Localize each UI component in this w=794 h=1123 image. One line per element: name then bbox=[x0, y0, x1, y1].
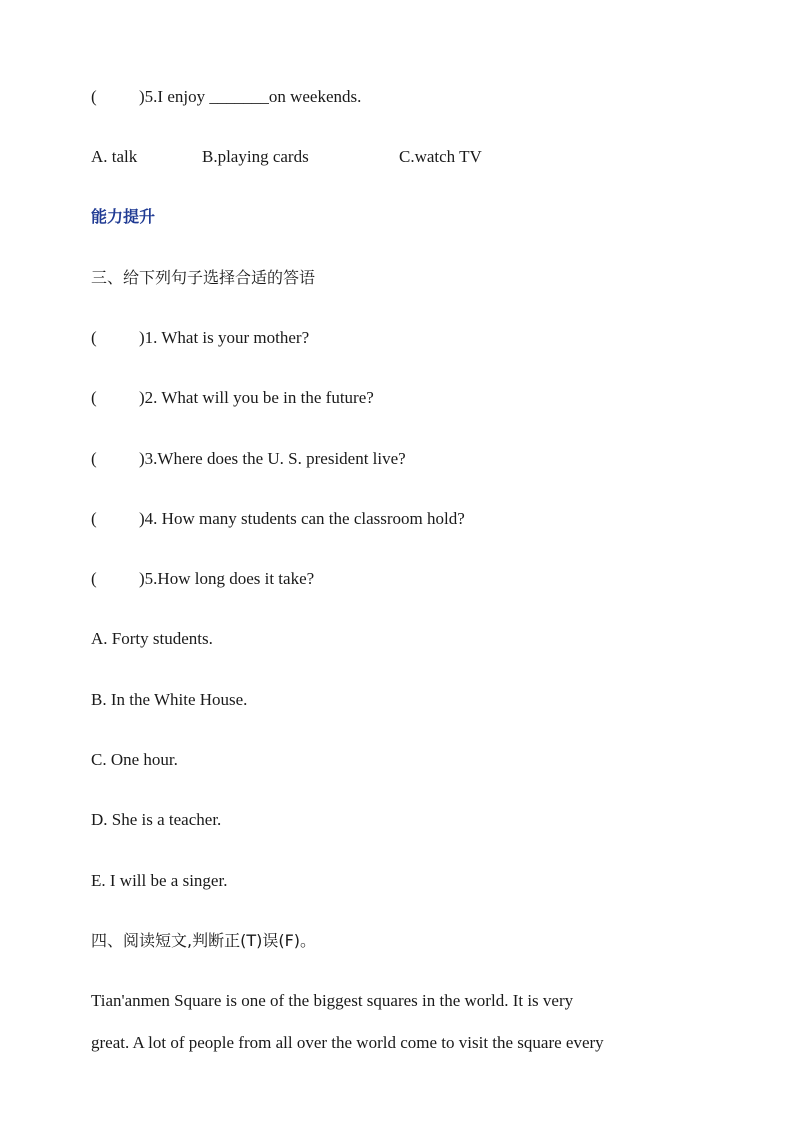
option-c: C.watch TV bbox=[399, 147, 482, 166]
question-text: )4. How many students can the classroom hold? bbox=[139, 509, 465, 528]
question-row bbox=[91, 448, 406, 470]
options-row bbox=[91, 146, 482, 168]
answer-paren[interactable]: ( bbox=[91, 509, 97, 528]
answer-paren[interactable]: ( bbox=[91, 328, 97, 347]
answer-paren[interactable]: ( bbox=[91, 449, 97, 468]
section-heading-ability: 能力提升 bbox=[91, 207, 156, 226]
option-a: A. talk bbox=[91, 147, 138, 166]
answer-paren[interactable]: ( bbox=[91, 569, 97, 588]
answer-option: A. Forty students. bbox=[91, 629, 213, 648]
question-row bbox=[91, 568, 314, 590]
question-row bbox=[91, 86, 361, 108]
passage-line: great. A lot of people from all over the world come to visit the square every bbox=[91, 1033, 604, 1052]
answer-option: C. One hour. bbox=[91, 750, 178, 769]
section-4-title: 四、阅读短文,判断正(T)误(F)。 bbox=[91, 931, 317, 950]
passage-line: Tian'anmen Square is one of the biggest squares in the world. It is very bbox=[91, 991, 574, 1010]
question-row bbox=[91, 508, 465, 530]
question-text: )5.How long does it take? bbox=[139, 569, 315, 588]
answer-option: D. She is a teacher. bbox=[91, 810, 222, 829]
question-text: )1. What is your mother? bbox=[139, 328, 310, 347]
question-text: )3.Where does the U. S. president live? bbox=[139, 449, 406, 468]
answer-option: B. In the White House. bbox=[91, 690, 248, 709]
option-b: B.playing cards bbox=[202, 147, 309, 166]
answer-paren[interactable]: ( bbox=[91, 87, 97, 106]
answer-paren[interactable]: ( bbox=[91, 388, 97, 407]
question-row bbox=[91, 387, 374, 409]
question-text: )2. What will you be in the future? bbox=[139, 388, 374, 407]
question-text: )5.I enjoy _______on weekends. bbox=[139, 87, 362, 106]
answer-option: E. I will be a singer. bbox=[91, 871, 228, 890]
question-row bbox=[91, 327, 309, 349]
section-3-title: 三、给下列句子选择合适的答语 bbox=[91, 268, 316, 287]
